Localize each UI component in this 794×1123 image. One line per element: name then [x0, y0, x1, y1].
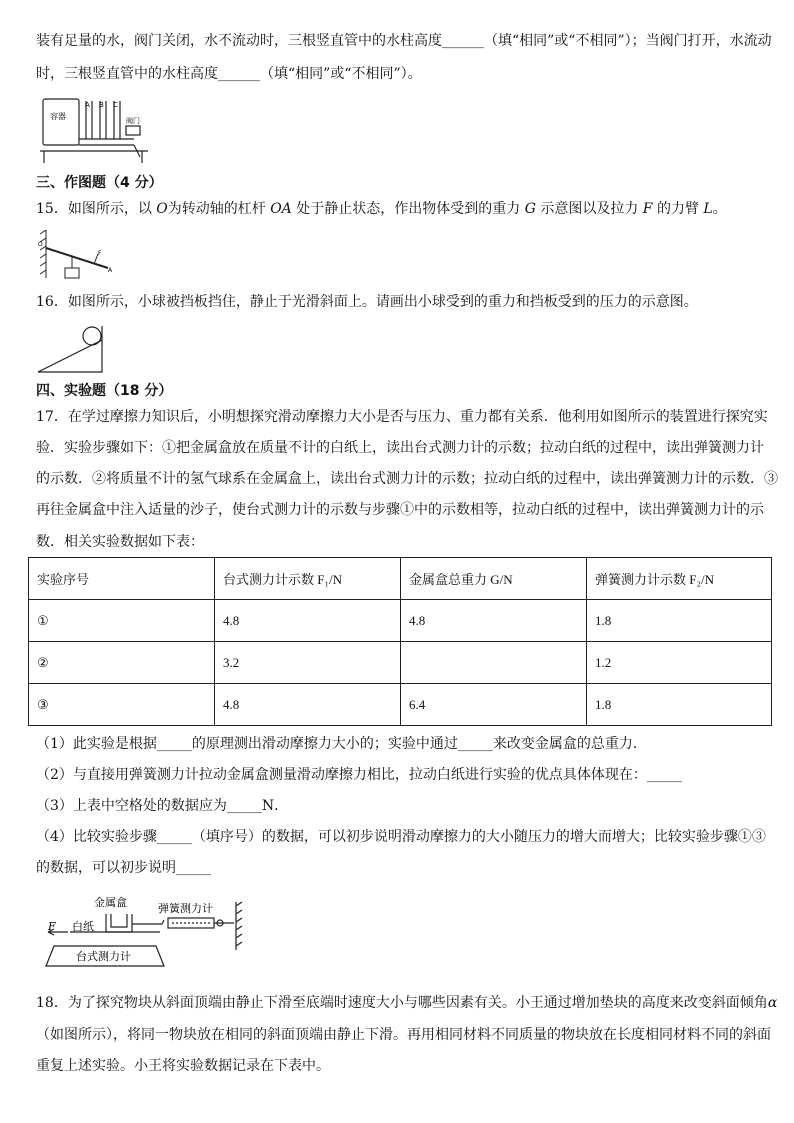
- metal-box-label: 金属盒: [94, 896, 127, 909]
- experiment-table: [28, 557, 772, 726]
- lever-figure: [36, 226, 116, 282]
- table-header-cell: 台式测力计示数 F₁/N: [215, 558, 401, 600]
- q17-line-2: 验．实验步骤如下：①把金属盒放在质量不计的白纸上，读出台式测力计的示数；拉动白纸的过程中，读出弹簧测力计: [36, 440, 764, 456]
- table-row: [29, 600, 772, 642]
- pull-force-label: F: [48, 920, 56, 933]
- q17-line-1: 17．在学过摩擦力知识后，小明想探究滑动摩擦力大小是否与压力、重力都有关系．他利用如图所示的装置进行探究实: [36, 409, 768, 425]
- pipe-b-label: B: [99, 101, 104, 109]
- container-shape: [43, 99, 79, 145]
- slope-ball-figure: [36, 322, 108, 376]
- table-header-cell: 金属盒总重力 G/N: [401, 558, 587, 600]
- table-cell: ①: [29, 600, 215, 642]
- connected-pipes-figure: [36, 93, 156, 165]
- table-cell: ③: [29, 684, 215, 726]
- friction-apparatus-figure: [40, 890, 250, 972]
- section-3-title: 三、作图题（4 分）: [36, 175, 163, 191]
- table-row: [29, 684, 772, 726]
- table-header-cell: 弹簧测力计示数 F₂/N: [587, 558, 772, 600]
- section-4-title: 四、实验题（18 分）: [36, 383, 173, 399]
- subquestion-3: （3）上表中空格处的数据应为_____N．: [36, 798, 289, 814]
- table-cell: 4.8: [215, 600, 401, 642]
- table-cell: 1.2: [587, 642, 772, 684]
- q18-line-1: 18．为了探究物块从斜面顶端由静止下滑至底端时速度大小与哪些因素有关。小王通过增加垫块的高度来改变斜面倾角α: [36, 995, 778, 1011]
- hanging-block: [65, 268, 79, 278]
- table-cell: 6.4: [401, 684, 587, 726]
- lever-a-label: A: [108, 267, 113, 274]
- pipe-c-label: C: [113, 101, 118, 109]
- spring-scale-shape: [168, 918, 214, 928]
- intro-line-2: 时，三根竖直管中的水柱高度______（填“相同”或“不相同”）。: [36, 66, 422, 82]
- q17-line-4: 再往金属盒中注入适量的沙子，使台式测力计的示数与步骤①中的示数相等，拉动白纸的过程中，读出弹簧测力计的示: [36, 502, 764, 518]
- table-cell: 3.2: [215, 642, 401, 684]
- table-cell: 1.8: [587, 600, 772, 642]
- table-cell: [401, 642, 587, 684]
- table-row: [29, 642, 772, 684]
- spring-scale-label: 弹簧测力计: [158, 902, 213, 915]
- subquestion-4-line-2: 的数据，可以初步说明_____: [36, 860, 211, 876]
- q16-text: 16．如图所示，小球被挡板挡住，静止于光滑斜面上。请画出小球受到的重力和挡板受到的压力的示意图。: [36, 294, 698, 310]
- platform-scale-label: 台式测力计: [76, 950, 131, 963]
- q17-line-3: 的示数．②将质量不计的氢气球系在金属盒上，读出台式测力计的示数；拉动白纸的过程中，读出弹簧测力计的示数．③: [36, 471, 778, 487]
- q17-line-5: 数．相关实验数据如下表：: [36, 534, 204, 550]
- q18-line-3: 重复上述实验。小王将实验数据记录在下表中。: [36, 1058, 330, 1074]
- pipe-a-label: A: [85, 101, 90, 109]
- table-cell: 4.8: [215, 684, 401, 726]
- table-cell: 1.8: [587, 684, 772, 726]
- q18-line-2: （如图所示），将同一物块放在相同的斜面顶端由静止下滑。再用相同材料不同质量的物块放在长度相同材料不同的斜面: [36, 1027, 771, 1043]
- white-paper-label: 白纸: [72, 920, 94, 933]
- lever-f-label: F: [98, 250, 102, 257]
- lever-o-label: O: [38, 241, 43, 248]
- table-cell: 4.8: [401, 600, 587, 642]
- valve-shape: [126, 126, 140, 135]
- container-label: 容器: [50, 112, 66, 121]
- table-header-row: [29, 558, 772, 600]
- subquestion-1: （1）此实验是根据_____的原理测出滑动摩擦力大小的；实验中通过_____来改变金属盒的总重力．: [36, 736, 647, 752]
- slope-frame: [38, 326, 102, 372]
- table-header-cell: 实验序号: [29, 558, 215, 600]
- table-cell: ②: [29, 642, 215, 684]
- subquestion-2: （2）与直接用弹簧测力计拉动金属盒测量滑动摩擦力相比，拉动白纸进行实验的优点具体体现在：_____: [36, 767, 682, 783]
- subquestion-4-line-1: （4）比较实验步骤_____（填序号）的数据，可以初步说明滑动摩擦力的大小随压力的增大而增大；比较实验步骤①③: [36, 829, 766, 845]
- intro-line-1: 装有足量的水，阀门关闭，水不流动时，三根竖直管中的水柱高度______（填“相同”或“不相同”）；当阀门打开，水流动: [36, 33, 772, 49]
- valve-label: 阀门: [126, 117, 140, 125]
- ball: [83, 327, 101, 345]
- q15-text: 15．如图所示，以 O为转动轴的杠杆 OA 处于静止状态，作出物体受到的重力 G 示意图以及拉力 F 的力臂 L。: [36, 201, 727, 217]
